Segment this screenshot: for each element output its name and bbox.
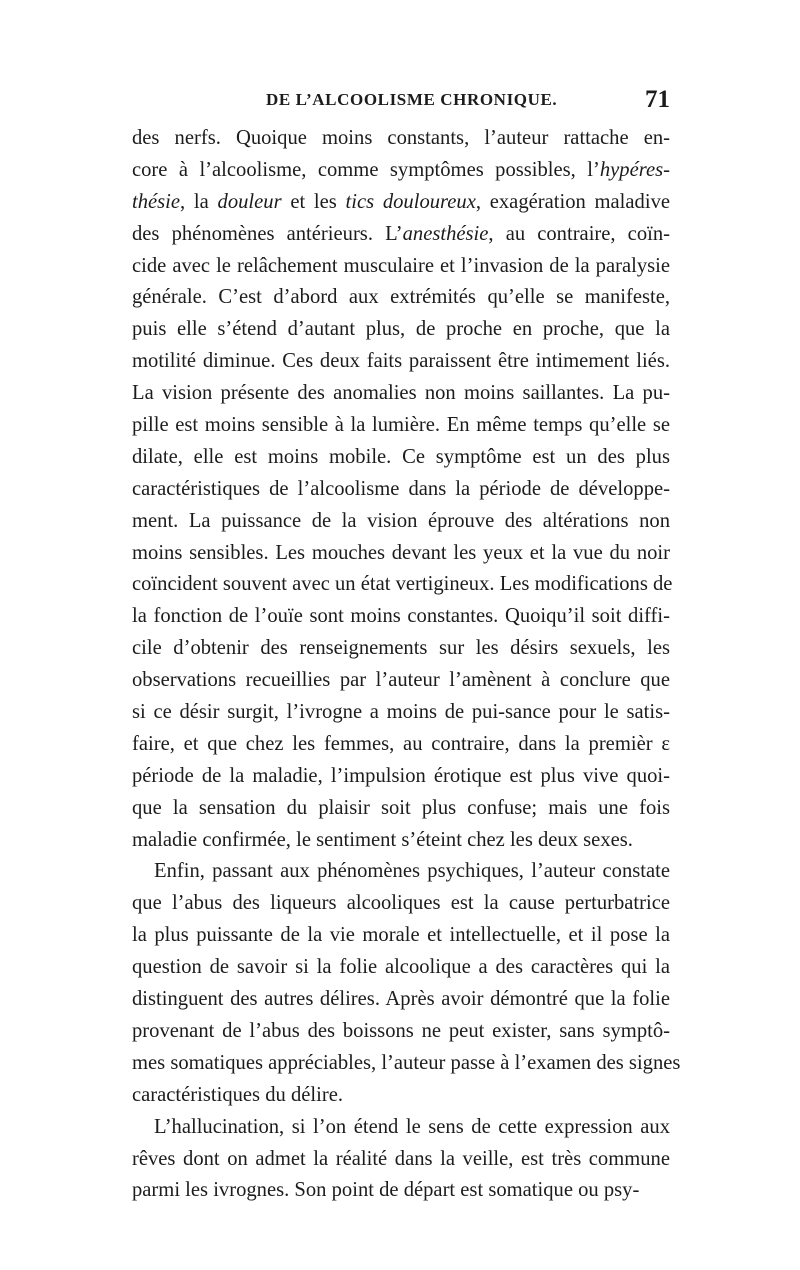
text-line	[132, 793, 670, 825]
text-run: pille est moins sensible à la lumière. En même temps qu’elle se	[132, 414, 670, 437]
text-line	[132, 474, 670, 506]
text-line	[132, 123, 670, 155]
text-run: provenant de l’abus des boissons ne peut exister, sans symptô-	[132, 1019, 670, 1042]
text-line	[132, 1016, 670, 1048]
text-run: faire, et que chez les femmes, au contraire, dans la premièr ε	[132, 732, 670, 755]
body-text	[132, 123, 681, 1207]
text-line	[132, 378, 670, 410]
text-run: dilate, elle est moins mobile. Ce symptôme est un des plus	[132, 445, 670, 468]
text-run: , la	[180, 190, 218, 213]
text-run: la fonction de l’ouïe sont moins constantes. Quoiqu’il soit diffi-	[132, 605, 670, 628]
text-run: générale. C’est d’abord aux extrémités qu’elle se manifeste,	[132, 286, 670, 309]
text-line	[132, 665, 670, 697]
text-run: ment. La puissance de la vision éprouve des altérations non	[132, 509, 670, 532]
text-run: parmi les ivrognes. Son point de départ est somatique ou psy-	[132, 1179, 640, 1202]
text-line	[132, 825, 670, 857]
text-run: cile d’obtenir des renseignements sur les désirs sexuels, les	[132, 637, 670, 660]
text-run: si ce désir surgit, l’ivrogne a moins de pui-sance pour le satis-	[132, 701, 670, 724]
text-run: moins sensibles. Les mouches devant les yeux et la vue du noir	[132, 541, 670, 564]
text-line	[132, 442, 670, 474]
text-run: La vision présente des anomalies non moins saillantes. La pu-	[132, 382, 670, 405]
text-line	[132, 282, 670, 314]
text-run: question de savoir si la folie alcoolique a des caractères qui la	[132, 956, 670, 979]
text-line	[132, 251, 670, 283]
text-run: caractéristiques du délire.	[132, 1083, 343, 1106]
text-line	[132, 1112, 670, 1144]
text-line	[132, 952, 670, 984]
page-header	[132, 86, 670, 120]
text-run: , exagération maladive	[475, 190, 671, 213]
text-line	[132, 314, 670, 346]
text-line	[132, 346, 670, 378]
text-line	[132, 761, 670, 793]
text-line	[132, 1175, 670, 1207]
italic-term: thésie	[132, 190, 181, 213]
italic-term: tics douloureux	[345, 190, 476, 213]
text-run: cide avec le relâchement musculaire et l’invasion de la paralysie	[132, 254, 670, 277]
text-run: et les	[281, 190, 346, 213]
text-run: caractéristiques de l’alcoolisme dans la période de développe-	[132, 477, 670, 500]
text-line	[132, 569, 673, 601]
page-number: 71	[645, 86, 670, 113]
text-run: distinguent des autres délires. Après avoir démontré que la folie	[132, 988, 670, 1011]
text-line	[132, 506, 670, 538]
text-line	[132, 187, 670, 219]
text-line	[132, 1048, 681, 1080]
text-line	[132, 410, 670, 442]
text-line	[132, 538, 670, 570]
text-run: motilité diminue. Ces deux faits paraissent être intimement liés.	[132, 350, 670, 373]
text-line	[132, 729, 670, 761]
italic-term: douleur	[217, 190, 282, 213]
italic-term: hypéres-	[599, 158, 670, 181]
text-line	[132, 155, 670, 187]
text-line	[132, 1080, 670, 1112]
text-line	[132, 601, 670, 633]
text-run: puis elle s’étend d’autant plus, de proche en proche, que la	[132, 318, 670, 341]
text-run: core à l’alcoolisme, comme symptômes possibles, l’	[132, 158, 600, 181]
text-line	[132, 697, 670, 729]
text-line	[132, 1144, 670, 1176]
text-run: que la sensation du plaisir soit plus confuse; mais une fois	[132, 796, 670, 819]
text-run: L’hallucination, si l’on étend le sens de cette expression aux	[154, 1115, 670, 1138]
text-line	[132, 920, 670, 952]
text-run: , au contraire, coïn-	[488, 222, 670, 245]
text-line	[132, 856, 670, 888]
text-line	[132, 633, 670, 665]
italic-term: anesthésie	[402, 222, 489, 245]
text-run: mes somatiques appréciables, l’auteur passe à l’examen des signes	[132, 1051, 681, 1074]
text-run: période de la maladie, l’impulsion érotique est plus vive quoi-	[132, 764, 670, 787]
text-run: rêves dont on admet la réalité dans la veille, est très commune	[132, 1147, 670, 1170]
text-line	[132, 888, 670, 920]
text-run: des phénomènes antérieurs. L’	[132, 222, 403, 245]
text-run: coïncident souvent avec un état vertigineux. Les modifications de	[132, 573, 673, 596]
text-run: des nerfs. Quoique moins constants, l’auteur rattache en-	[132, 127, 670, 149]
text-line	[132, 219, 670, 251]
text-run: que l’abus des liqueurs alcooliques est la cause perturbatrice	[132, 892, 670, 915]
text-run: Enfin, passant aux phénomènes psychiques, l’auteur constate	[154, 860, 670, 883]
running-title: DE L’ALCOOLISME CHRONIQUE.	[266, 90, 558, 109]
text-run: maladie confirmée, le sentiment s’éteint chez les deux sexes.	[132, 828, 633, 851]
text-line	[132, 984, 670, 1016]
text-run: observations recueillies par l’auteur l’amènent à conclure que	[132, 669, 670, 692]
text-run: la plus puissante de la vie morale et intellectuelle, et il pose la	[132, 924, 670, 947]
